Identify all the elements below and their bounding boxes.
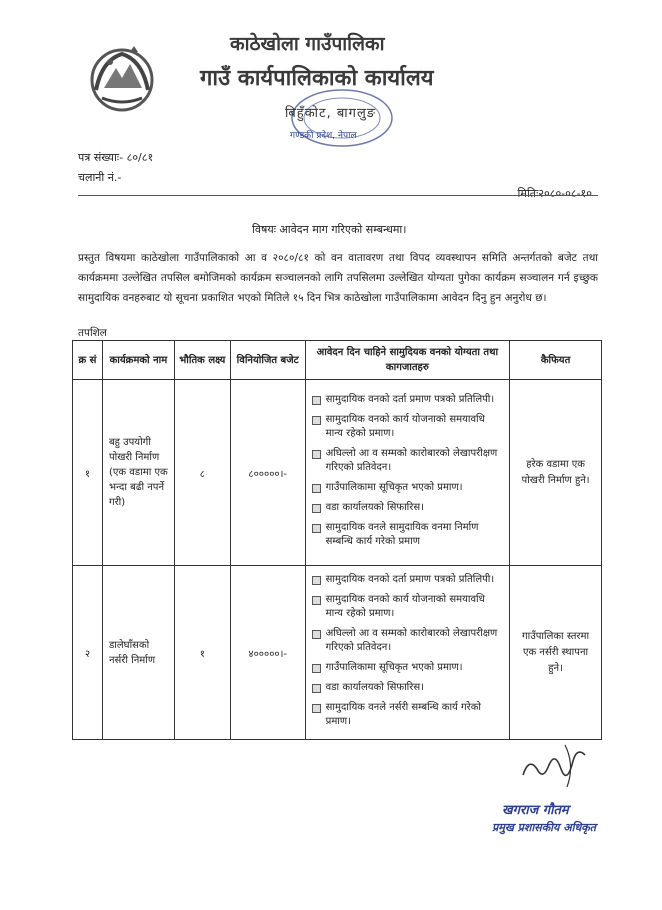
bullet-icon [312, 396, 321, 405]
bullet-icon [312, 450, 321, 459]
office-address: बिहुँकोट, बागलुङ [285, 106, 377, 121]
bullet-icon [312, 684, 321, 693]
list-item: वडा कार्यालयको सिफारिस। [312, 681, 504, 695]
cell-budget: ८०००००।- [230, 380, 305, 566]
cell-remarks: गाउँपालिका स्तरमा एक नर्सरी स्थापना हुने। [510, 566, 602, 740]
bullet-icon [312, 524, 321, 533]
cell-target: १ [174, 566, 230, 740]
list-item: गाउँपालिकामा सूचिकृत भएको प्रमाण। [312, 481, 504, 495]
bullet-icon [312, 630, 321, 639]
office-subtitle: गाउँ कार्यपालिकाको कार्यालय [200, 66, 434, 91]
table-row [73, 380, 602, 566]
list-item: अघिल्लो आ व सम्मको कारोबारको लेखापरीक्षण गरिएको प्रतिवेदन। [312, 627, 504, 655]
bullet-icon [312, 664, 321, 673]
cell-program-name: बहु उपयोगी पोखरी निर्माण (एक वडामा एक भन्दा बढी नपर्ने गरी) [102, 380, 174, 566]
letter-body: प्रस्तुत विषयमा काठेखोला गाउँपालिकाको आ व २०८०/८१ को वन वातावरण तथा विपद व्यवस्थापन समिति अन्तर्गतको बजेट तथा कार्यक्रममा उल्लेखित तपसिल बमोजिमको कार्यक्रम सञ्चालनको लागि तपसिलमा उल्लेखित योग्यता पुगेका कार्यक्रम सञ्चालन गर्न इच्छुक सामुदायिक वनहरुबाट यो सूचना प्रकाशित भएको मितिले १५ दिन भित्र काठेखोला गाउँपालिकामा आवेदन दिनु हुन अनुरोध छ। [78, 252, 598, 304]
bullet-icon [312, 596, 321, 605]
signer-name: खगराज गौतम [502, 803, 569, 818]
cell-sn: २ [73, 566, 103, 740]
details-label: तपशिल [78, 327, 107, 339]
bullet-icon [312, 484, 321, 493]
letter-date: मितिः२०८०-०८-१० [517, 187, 592, 200]
column-header-target: भौतिक लक्ष्य [174, 341, 230, 380]
list-item: सामुदायिक वनको दर्ता प्रमाण पत्रको प्रतिलिपी। [312, 573, 504, 587]
dispatch-number: चलानी नं.- [78, 171, 122, 184]
column-header-program: कार्यक्रमको नाम [102, 341, 174, 380]
signer-title: प्रमुख प्रशासकीय अधिकृत [492, 821, 596, 834]
cell-sn: १ [73, 380, 103, 566]
list-item: अघिल्लो आ व सम्मको कारोबारको लेखापरीक्षण गरिएको प्रतिवेदन। [312, 447, 504, 475]
column-header-remarks: कैफियत [510, 341, 602, 380]
seal-text: गण्डकी प्रदेश, नेपाल [290, 131, 357, 141]
column-header-requirements: आवेदन दिन चाहिने सामुदियक वनको योग्यता तथा कागजातहरु [305, 341, 509, 380]
cell-program-name: डालेघाँसको नर्सरी निर्माण [102, 566, 174, 740]
cell-requirements [305, 566, 509, 740]
column-header-budget: विनियोजित बजेट [230, 341, 305, 380]
program-table [72, 340, 602, 740]
list-item: सामुदायिक वनको दर्ता प्रमाण पत्रको प्रतिलिपी। [312, 393, 504, 407]
cell-budget: ४०००००।- [230, 566, 305, 740]
column-header-sn: क्र सं [73, 341, 103, 380]
bullet-icon [312, 704, 321, 713]
cell-requirements [305, 380, 509, 566]
list-item: वडा कार्यालयको सिफारिस। [312, 501, 504, 515]
list-item: सामुदायिक वनले सामुदायिक वनमा निर्माण सम्बन्धि कार्य गरेको प्रमाण [312, 521, 504, 549]
list-item: सामुदायिक वनले नर्सरी सम्बन्धि कार्य गरेको प्रमाण। [312, 701, 504, 729]
bullet-icon [312, 504, 321, 513]
list-item: सामुदायिक वनको कार्य योजनाको समयावधि मान्य रहेको प्रमाण। [312, 413, 504, 441]
bullet-icon [312, 416, 321, 425]
list-item: सामुदायिक वनको कार्य योजनाको समयावधि मान्य रहेको प्रमाण। [312, 593, 504, 621]
table-row [73, 566, 602, 740]
list-item: गाउँपालिकामा सूचिकृत भएको प्रमाण। [312, 661, 504, 675]
office-seal-icon [272, 88, 402, 158]
bullet-icon [312, 576, 321, 585]
nepal-emblem-icon [82, 40, 162, 120]
letter-number: पत्र संख्याः- ८०/८१ [78, 151, 154, 164]
signature-icon [515, 735, 595, 795]
cell-remarks: हरेक वडामा एक पोखरी निर्माण हुने। [510, 380, 602, 566]
cell-target: ८ [174, 380, 230, 566]
letter-subject: विषयः आवेदन माग गरिएको सम्बन्धमा। [252, 223, 407, 236]
table-header-row [73, 341, 602, 380]
office-name: काठेखोला गाउँपालिका [230, 33, 385, 55]
header-divider [78, 195, 598, 196]
